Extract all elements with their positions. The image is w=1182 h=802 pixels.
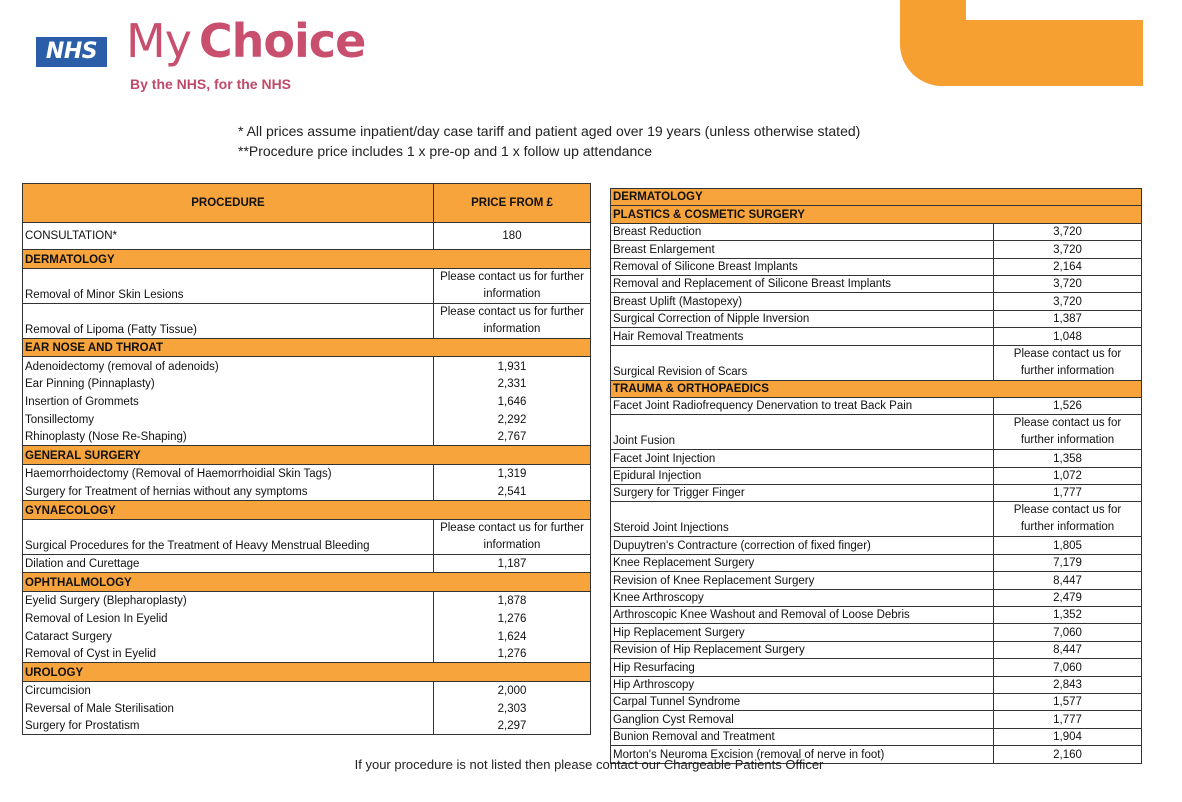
procedure-cell: Facet Joint Injection [611, 450, 994, 467]
price-cell: 1,048 [994, 328, 1142, 345]
price-cell: 2,843 [994, 676, 1142, 693]
table-row [23, 428, 591, 446]
nhs-badge: NHS [36, 37, 107, 67]
price-cell: 1,072 [994, 467, 1142, 484]
price-cell: 1,577 [994, 693, 1142, 710]
table-row [23, 699, 591, 717]
procedure-cell: Removal of Lipoma (Fatty Tissue) [23, 303, 434, 338]
section-title: EAR NOSE AND THROAT [23, 338, 591, 357]
table-row [611, 241, 1142, 258]
procedure-cell: Removal of Cyst in Eyelid [23, 645, 434, 663]
price-cell: 1,187 [434, 554, 591, 573]
brand-my: My [126, 14, 191, 68]
section-title: UROLOGY [23, 663, 591, 682]
table-row [611, 310, 1142, 327]
table-row [611, 328, 1142, 345]
table-row [611, 659, 1142, 676]
table-row [23, 357, 591, 375]
table-row [611, 345, 1142, 380]
procedure-cell: CONSULTATION* [23, 223, 434, 250]
table-row [611, 450, 1142, 467]
table-row [23, 717, 591, 735]
table-row [611, 258, 1142, 275]
procedure-cell: Surgery for Prostatism [23, 717, 434, 735]
procedure-cell: Adenoidectomy (removal of adenoids) [23, 357, 434, 375]
note-line-1: * All prices assume inpatient/day case tariff and patient aged over 19 years (unless otherwise stated) [238, 123, 861, 139]
table-header-row [23, 184, 591, 223]
price-cell: 7,179 [994, 554, 1142, 571]
procedure-cell: Breast Enlargement [611, 241, 994, 258]
price-cell: 1,358 [994, 450, 1142, 467]
procedure-cell: Surgical Correction of Nipple Inversion [611, 310, 994, 327]
table-row [23, 375, 591, 393]
price-cell: 1,526 [994, 397, 1142, 414]
procedure-cell: Hair Removal Treatments [611, 328, 994, 345]
price-notes [238, 121, 860, 161]
section-title: GENERAL SURGERY [23, 446, 591, 465]
price-cell: 1,319 [434, 464, 591, 482]
section-row [23, 446, 591, 465]
section-title: OPHTHALMOLOGY [23, 573, 591, 592]
table-row [23, 392, 591, 410]
procedure-cell: Surgical Revision of Scars [611, 345, 994, 380]
price-cell: 2,331 [434, 375, 591, 393]
price-cell: Please contact us for further information [434, 268, 591, 303]
table-row [23, 645, 591, 663]
procedure-cell: Circumcision [23, 681, 434, 699]
section-title: DERMATOLOGY [23, 250, 591, 269]
table-row [23, 681, 591, 699]
table-row [23, 519, 591, 554]
price-cell: 7,060 [994, 624, 1142, 641]
price-cell: 2,479 [994, 589, 1142, 606]
procedure-cell: Insertion of Grommets [23, 392, 434, 410]
procedure-cell: Hip Resurfacing [611, 659, 994, 676]
table-row [23, 464, 591, 482]
procedure-cell: Dupuytren's Contracture (correction of fixed finger) [611, 537, 994, 554]
procedure-cell: Removal of Minor Skin Lesions [23, 268, 434, 303]
table-row [611, 502, 1142, 537]
section-row [23, 663, 591, 682]
table-row [611, 589, 1142, 606]
left-price-table [22, 183, 591, 735]
price-cell: Please contact us for further information [434, 519, 591, 554]
table-row [611, 693, 1142, 710]
price-cell: 2,164 [994, 258, 1142, 275]
price-cell: 2,541 [434, 482, 591, 500]
table-row [23, 627, 591, 645]
price-cell: 2,000 [434, 681, 591, 699]
procedure-cell: Carpal Tunnel Syndrome [611, 693, 994, 710]
price-cell: 2,303 [434, 699, 591, 717]
procedure-cell: Knee Arthroscopy [611, 589, 994, 606]
procedure-cell: Ear Pinning (Pinnaplasty) [23, 375, 434, 393]
section-row [23, 338, 591, 357]
procedure-cell: Revision of Knee Replacement Surgery [611, 572, 994, 589]
table-row [23, 410, 591, 428]
procedure-cell: Removal of Lesion In Eyelid [23, 609, 434, 627]
procedure-cell: Breast Reduction [611, 223, 994, 240]
procedure-cell: Eyelid Surgery (Blepharoplasty) [23, 591, 434, 609]
price-cell: 1,352 [994, 607, 1142, 624]
section-title: GYNAECOLOGY [23, 500, 591, 519]
price-cell: Please contact us for further information [434, 303, 591, 338]
brand-choice: Choice [198, 14, 366, 68]
section-row [611, 189, 1142, 206]
table-row [611, 624, 1142, 641]
price-cell: 3,720 [994, 275, 1142, 292]
table-row [611, 467, 1142, 484]
procedure-cell: Surgery for Treatment of hernias without any symptoms [23, 482, 434, 500]
table-row [23, 223, 591, 250]
procedure-cell: Steroid Joint Injections [611, 502, 994, 537]
procedure-cell: Hip Replacement Surgery [611, 624, 994, 641]
table-row [611, 537, 1142, 554]
procedure-cell: Knee Replacement Surgery [611, 554, 994, 571]
table-row [611, 223, 1142, 240]
table-row [611, 676, 1142, 693]
section-title: TRAUMA & ORTHOPAEDICS [611, 380, 1142, 397]
table-row [611, 275, 1142, 292]
section-row [23, 573, 591, 592]
price-cell: 1,276 [434, 609, 591, 627]
table-row [611, 711, 1142, 728]
procedure-cell: Reversal of Male Sterilisation [23, 699, 434, 717]
price-cell: 2,297 [434, 717, 591, 735]
table-row [23, 609, 591, 627]
procedure-cell: Haemorrhoidectomy (Removal of Haemorrhoidial Skin Tags) [23, 464, 434, 482]
table-row [611, 397, 1142, 414]
table-row [611, 607, 1142, 624]
price-cell: Please contact us for further information [994, 502, 1142, 537]
table-row [23, 303, 591, 338]
section-row [611, 206, 1142, 223]
procedure-cell: Dilation and Curettage [23, 554, 434, 573]
procedure-cell: Cataract Surgery [23, 627, 434, 645]
procedure-header: PROCEDURE [23, 184, 434, 223]
price-cell: 1,777 [994, 485, 1142, 502]
price-cell: 1,805 [994, 537, 1142, 554]
procedure-cell: Hip Arthroscopy [611, 676, 994, 693]
procedure-cell: Arthroscopic Knee Washout and Removal of Loose Debris [611, 607, 994, 624]
section-row [23, 250, 591, 269]
procedure-cell: Facet Joint Radiofrequency Denervation to treat Back Pain [611, 397, 994, 414]
procedure-cell: Bunion Removal and Treatment [611, 728, 994, 745]
table-row [611, 728, 1142, 745]
table-row [611, 415, 1142, 450]
price-cell: 1,777 [994, 711, 1142, 728]
price-header: PRICE FROM £ [434, 184, 591, 223]
price-cell: 1,878 [434, 591, 591, 609]
procedure-cell: Breast Uplift (Mastopexy) [611, 293, 994, 310]
procedure-cell: Rhinoplasty (Nose Re-Shaping) [23, 428, 434, 446]
table-row [611, 293, 1142, 310]
tagline: By the NHS, for the NHS [130, 76, 292, 92]
procedure-cell: Revision of Hip Replacement Surgery [611, 641, 994, 658]
price-cell: 1,646 [434, 392, 591, 410]
procedure-cell: Morton's Neuroma Excision (removal of nerve in foot) [611, 746, 994, 763]
price-cell: 2,160 [994, 746, 1142, 763]
brand-wordmark [126, 14, 365, 74]
procedure-cell: Surgical Procedures for the Treatment of Heavy Menstrual Bleeding [23, 519, 434, 554]
table-row [23, 482, 591, 500]
procedure-cell: Joint Fusion [611, 415, 994, 450]
table-row [611, 485, 1142, 502]
procedure-cell: Tonsillectomy [23, 410, 434, 428]
nhs-mychoice-logo [36, 10, 436, 100]
section-title: PLASTICS & COSMETIC SURGERY [611, 206, 1142, 223]
table-row [611, 641, 1142, 658]
procedure-cell: Ganglion Cyst Removal [611, 711, 994, 728]
price-cell: 1,931 [434, 357, 591, 375]
price-cell: 3,720 [994, 223, 1142, 240]
procedure-cell: Epidural Injection [611, 467, 994, 484]
price-cell: 7,060 [994, 659, 1142, 676]
procedure-cell: Removal and Replacement of Silicone Breast Implants [611, 275, 994, 292]
price-cell: 1,276 [434, 645, 591, 663]
note-line-2: **Procedure price includes 1 x pre-op and 1 x follow up attendance [238, 143, 653, 159]
footer-text: If your procedure is not listed then please contact our Chargeable Patients Officer [354, 757, 824, 772]
footer-note [0, 757, 1182, 772]
section-row [611, 380, 1142, 397]
section-row [23, 500, 591, 519]
table-row [23, 591, 591, 609]
table-row [23, 268, 591, 303]
price-cell: 180 [434, 223, 591, 250]
section-title: DERMATOLOGY [611, 189, 1142, 206]
price-cell: 2,767 [434, 428, 591, 446]
price-cell: 8,447 [994, 641, 1142, 658]
price-cell: 1,904 [994, 728, 1142, 745]
price-cell: 2,292 [434, 410, 591, 428]
price-cell: 3,720 [994, 293, 1142, 310]
procedure-cell: Surgery for Trigger Finger [611, 485, 994, 502]
procedure-cell: Removal of Silicone Breast Implants [611, 258, 994, 275]
table-row [611, 572, 1142, 589]
table-row [611, 554, 1142, 571]
price-cell: 1,624 [434, 627, 591, 645]
decoration-cutout [966, 0, 1143, 20]
price-cell: 3,720 [994, 241, 1142, 258]
price-cell: Please contact us for further information [994, 415, 1142, 450]
table-row [23, 554, 591, 573]
price-cell: 8,447 [994, 572, 1142, 589]
right-price-table [610, 188, 1142, 764]
price-cell: Please contact us for further information [994, 345, 1142, 380]
price-cell: 1,387 [994, 310, 1142, 327]
